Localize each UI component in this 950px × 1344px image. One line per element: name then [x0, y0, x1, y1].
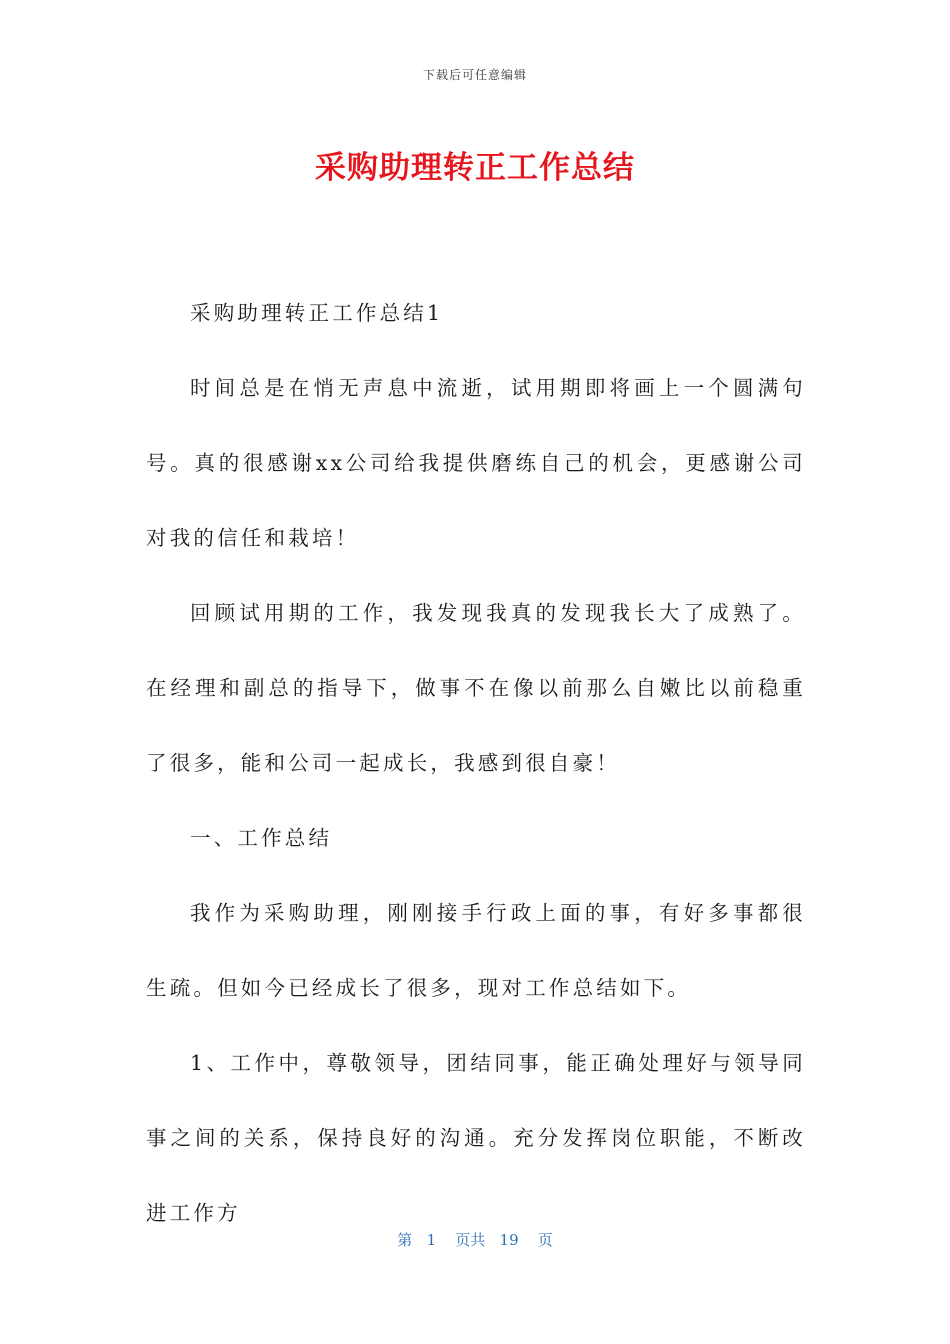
footer-middle: 页共 — [455, 1231, 486, 1249]
paragraph-item-1: 1、工作中，尊敬领导，团结同事，能正确处理好与领导同事之间的关系，保持良好的沟通。充分发挥岗位职能，不断改进工作方 — [146, 1051, 806, 1225]
paragraph-intro: 时间总是在悄无声息中流逝，试用期即将画上一个圆满句号。真的很感谢xx公司给我提供磨练自己的机会，更感谢公司对我的信任和栽培！ — [146, 376, 806, 550]
page-footer — [0, 1229, 950, 1250]
paragraph-subheading-work-summary: 一、工作总结 — [190, 826, 333, 850]
footer-total-pages: 19 — [499, 1231, 519, 1249]
footer-current-page: 1 — [426, 1231, 437, 1249]
paragraph-section-heading: 采购助理转正工作总结1 — [190, 301, 444, 325]
paragraph-work-summary-intro: 我作为采购助理，刚刚接手行政上面的事，有好多事都很生疏。但如今已经成长了很多，现对工作总结如下。 — [146, 901, 806, 1000]
footer-suffix: 页 — [537, 1231, 553, 1249]
paragraph-review: 回顾试用期的工作，我发现我真的发现我长大了成熟了。在经理和副总的指导下，做事不在像以前那么自嫩比以前稳重了很多，能和公司一起成长，我感到很自豪！ — [146, 601, 806, 775]
document-title: 采购助理转正工作总结 — [315, 150, 635, 186]
footer-prefix: 第 — [397, 1231, 413, 1249]
header-note: 下载后可任意编辑 — [422, 68, 527, 82]
document-body — [146, 276, 806, 1251]
